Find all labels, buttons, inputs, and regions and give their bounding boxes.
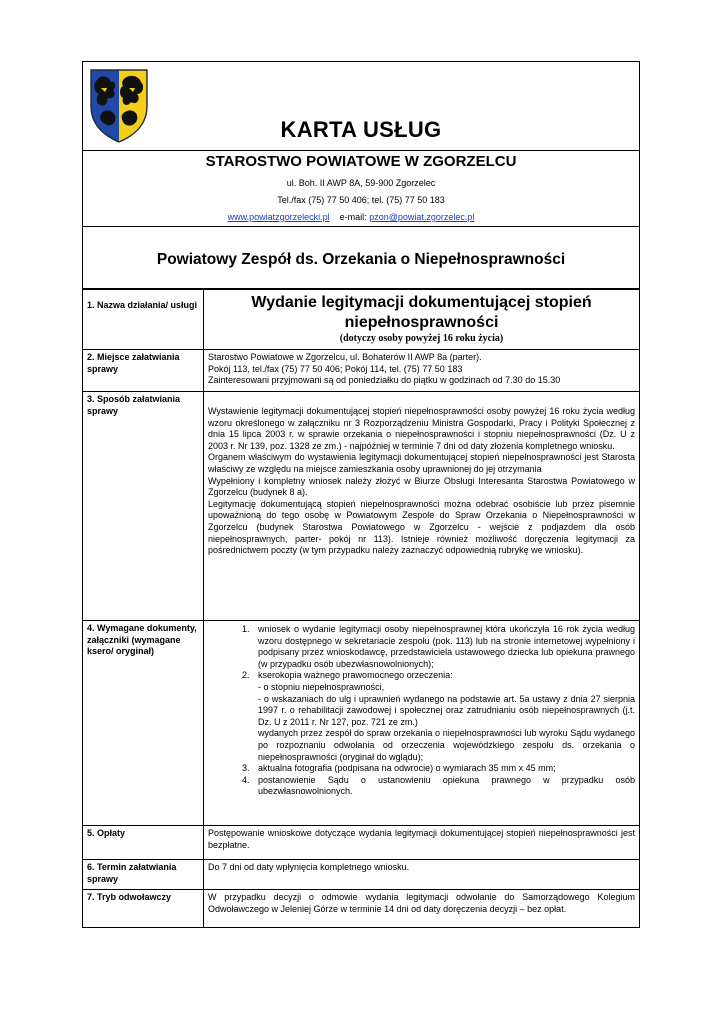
service-title: Wydanie legitymacji dokumentującej stopień niepełnosprawności xyxy=(251,294,592,331)
appeal-cell: W przypadku decyzji o odmowie wydania legitymacji odwołanie do Samorządowego Kolegium Odwoławczego w Jeleniej Górze w terminie 14 dni od daty doręczenia decyzji – bez opłat. xyxy=(204,890,640,927)
place-line: Pokój 113, tel./fax (75) 77 50 406; Pokój 114, tel. (75) 77 50 183 xyxy=(208,363,463,374)
team-title: Powiatowy Zespół ds. Orzekania o Niepełnosprawności xyxy=(83,227,639,289)
street-address: ul. Boh. II AWP 8A, 59-900 Zgorzelec xyxy=(286,178,436,188)
list-item: 2. kserokopia ważnego prawomocnego orzeczenia: - o stopniu niepełnosprawności, - o wskazaniach do ulg i uprawnień wydanego na podstawie art. 5a ustawy z dnia 27 sierpnia 1997 r. o rehabilitacji zawodowej i społecznej oraz zatrudnianiu osób niepełnosprawnych (j.t. Dz. U z 2011 r. Nr 127, poz. 721 ze zm.) wydanych przez zespół do spraw orzekania o niepełnosprawności lub wyroku Sądu wydanego po rozpoznaniu odwołania od orzeczenia wojewódzkiego zespołu ds. orzekania o niepełnosprawności (oryginał do wglądu); xyxy=(252,670,635,763)
organization-name: STAROSTWO POWIATOWE W ZGORZELCU xyxy=(205,153,517,170)
documents-cell xyxy=(204,621,640,826)
contact-links xyxy=(83,212,639,222)
email-label: e-mail: xyxy=(339,212,367,222)
table-row xyxy=(83,890,639,927)
office-address-block xyxy=(83,151,639,227)
service-subtitle: (dotyczy osoby powyżej 16 roku życia) xyxy=(339,333,504,344)
list-item: 4. postanowienie Sądu o ustanowieniu opiekuna prawnego w przypadku osób ubezwłasnowolnionych. xyxy=(252,775,635,798)
row-label: 4. Wymagane dokumenty, załączniki (wymagane ksero/ oryginał) xyxy=(83,621,204,826)
place-line: Zainteresowani przyjmowani są od poniedziałku do piątku w godzinach od 7.30 do 15.30 xyxy=(208,375,561,386)
table-row xyxy=(83,290,639,350)
service-card xyxy=(82,61,640,928)
service-table xyxy=(83,289,639,927)
email-link[interactable]: pzon@powiat.zgorzelec.pl xyxy=(369,212,475,222)
service-name-cell xyxy=(204,290,640,350)
row-label: 2. Miejsce załatwiania sprawy xyxy=(83,350,204,392)
list-item: 1. wniosek o wydanie legitymacji osoby niepełnosprawnej która ukończyła 16 rok życia według wzoru dostępnego w sekretariacie zespołu (pok. 113) lub na stronie internetowej wypełniony i podpisany przez wnioskodawcę, przedstawiciela ustawowego dziecka lub opiekuna prawnego (w przypadku osób ubezwłasnowolnionych); xyxy=(252,624,635,670)
place-cell xyxy=(204,350,640,392)
table-row xyxy=(83,392,639,621)
method-cell: Wystawienie legitymacji dokumentującej stopień niepełnosprawności osoby powyżej 16 roku życia według wzoru określonego w załączniku nr 3 Rozporządzeniu Ministra Gospodarki, Pracy i Polityki Społecznej z dnia 15 lipca 2003 r. w sprawie orzekania o niepełnosprawności i stopniu niepełnosprawności (Dz. U z 2003 r. Nr 139, poz. 1328 ze zm.) - najpóźniej w terminie 7 dni od daty złożenia kompletnego wniosku. Organem właściwym do wystawienia legitymacji dokumentującej stopień niepełnosprawności jest Starosta właściwy ze względu na miejsce zamieszkania osoby uprawnionej do jej otrzymania Wypełniony i kompletny wniosek należy złożyć w Biurze Obsługi Interesanta Starostwa Powiatowego w Zgorzelcu (budynek 8 a). Legitymację dokumentującą stopień niepełnosprawności można odebrać osobiście lub przez pisemnie upoważnioną do tego osobę w Powiatowym Zespole do Spraw Orzekania o Niepełnosprawności w Zgorzelcu (budynek Starostwa Powiatowego w Zgorzelcu - wejście z podjazdem dla osób niepełnosprawnych, parter- pokój nr 113). Istnieje również możliwość doręczenia legitymacji za pośrednictwem poczty (w tym przypadku należy zaznaczyć odpowiednią rubrykę we wniosku). xyxy=(204,392,640,621)
table-row xyxy=(83,350,639,392)
phone-numbers: Tel./fax (75) 77 50 406; tel. (75) 77 50 183 xyxy=(277,195,445,205)
table-row xyxy=(83,621,639,826)
card-header xyxy=(83,62,639,151)
table-row xyxy=(83,826,639,860)
row-label: 3. Sposób załatwiania sprawy xyxy=(83,392,204,621)
row-label: 6. Termin załatwiania sprawy xyxy=(83,860,204,890)
deadline-cell: Do 7 dni od daty wpłynięcia kompletnego wniosku. xyxy=(204,860,640,890)
website-link[interactable]: www.powiatzgorzelecki.pl xyxy=(227,212,330,222)
row-label: 1. Nazwa działania/ usługi xyxy=(83,290,204,350)
list-item: 3. aktualna fotografia (podpisana na odwrocie) o wymiarach 35 mm x 45 mm; xyxy=(252,763,635,775)
table-row xyxy=(83,860,639,890)
place-line: Starostwo Powiatowe w Zgorzelcu, ul. Bohaterów II AWP 8a (parter). xyxy=(208,352,482,362)
fees-cell: Postępowanie wnioskowe dotyczące wydania legitymacji dokumentującej stopień niepełnosprawności jest bezpłatne. xyxy=(204,826,640,860)
row-label: 5. Opłaty xyxy=(83,826,204,860)
row-label: 7. Tryb odwoławczy xyxy=(83,890,204,927)
documents-list xyxy=(208,624,635,798)
page-title: KARTA USŁUG xyxy=(280,117,442,142)
